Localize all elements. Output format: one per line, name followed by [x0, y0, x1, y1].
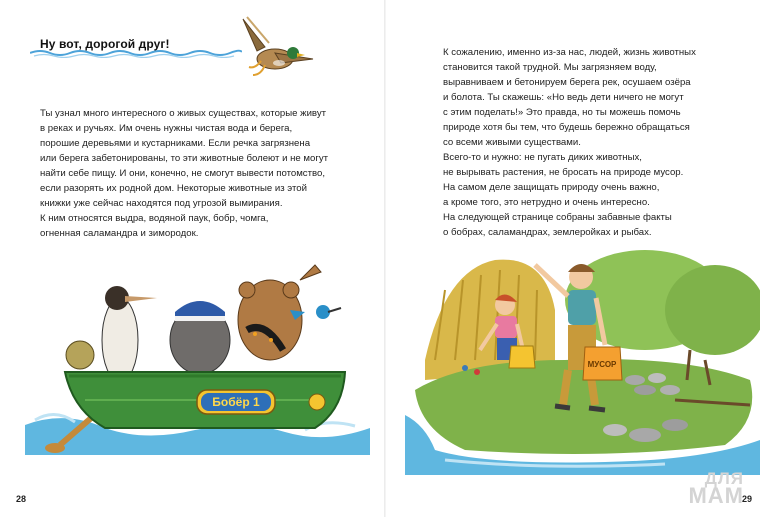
text-line: со всеми живыми существами.: [443, 137, 581, 148]
page-heading: Ну вот, дорогой друг!: [40, 37, 170, 51]
watermark-line-1: ДЛЯ: [704, 469, 744, 488]
text-line: с этим поделать!» Это правда, но ты можешь помочь: [443, 107, 681, 118]
site-watermark: [684, 469, 744, 508]
text-line: если разорять их родной дом. Некоторые животные из этой: [40, 183, 307, 194]
text-line: На самом деле защищать природу очень важно,: [443, 182, 660, 193]
watermark-line-2: МАМ: [688, 483, 744, 508]
text-line: в реках и ручьях. Им очень нужны чистая вода и берега,: [40, 123, 293, 134]
wave-decoration: [30, 44, 242, 58]
flying-duck-illustration: [235, 13, 317, 83]
animals-in-boat-illustration: [25, 260, 370, 455]
left-body-text: [40, 106, 328, 241]
text-line: найти себе пищу. И они, конечно, не смогут вывести потомство,: [40, 168, 325, 179]
text-line: или берега забетонированы, то эти животные болеют и не могут: [40, 153, 329, 164]
text-line: На следующей странице собраны забавные факты: [443, 212, 672, 223]
boat-sign-text: Бобёр 1: [212, 395, 260, 409]
right-body-text: [443, 45, 696, 240]
trash-bag-label: МУСОР: [587, 360, 617, 369]
children-collecting-trash-illustration: [405, 250, 760, 475]
text-line: а кроме того, это нетрудно и очень интересно.: [443, 197, 650, 208]
text-line: порошие деревьями и кустарниками. Если речка загрязнена: [40, 138, 311, 149]
page-number-right: 29: [742, 494, 753, 504]
page-gutter: [384, 0, 386, 517]
text-line: природе хотя бы тем, что будешь бережно обращаться: [443, 122, 690, 133]
text-line: выравниваем и бетонируем берега рек, осушаем озёра: [443, 77, 691, 88]
text-line: становится такой трудной. Мы загрязняем воду,: [443, 62, 657, 73]
text-line: Всего-то и нужно: не пугать диких животных,: [443, 152, 642, 163]
text-line: не вырывать растения, не бросать на природе мусор.: [443, 167, 684, 178]
text-line: и болота. Ты скажешь: «Но ведь дети ничего не могут: [443, 92, 684, 103]
text-line: огненная саламандра и зимородок.: [40, 228, 199, 239]
text-line: К ним относятся выдра, водяной паук, бобр, чомга,: [40, 213, 269, 224]
page-number-left: 28: [16, 494, 27, 504]
text-line: о бобрах, саламандрах, землеройках и рыбах.: [443, 227, 652, 238]
text-line: Ты узнал много интересного о живых существах, которые живут: [40, 108, 327, 119]
text-line: книжки уже сейчас находятся под угрозой вымирания.: [40, 198, 283, 209]
text-line: К сожалению, именно из-за нас, людей, жизнь животных: [443, 47, 696, 58]
